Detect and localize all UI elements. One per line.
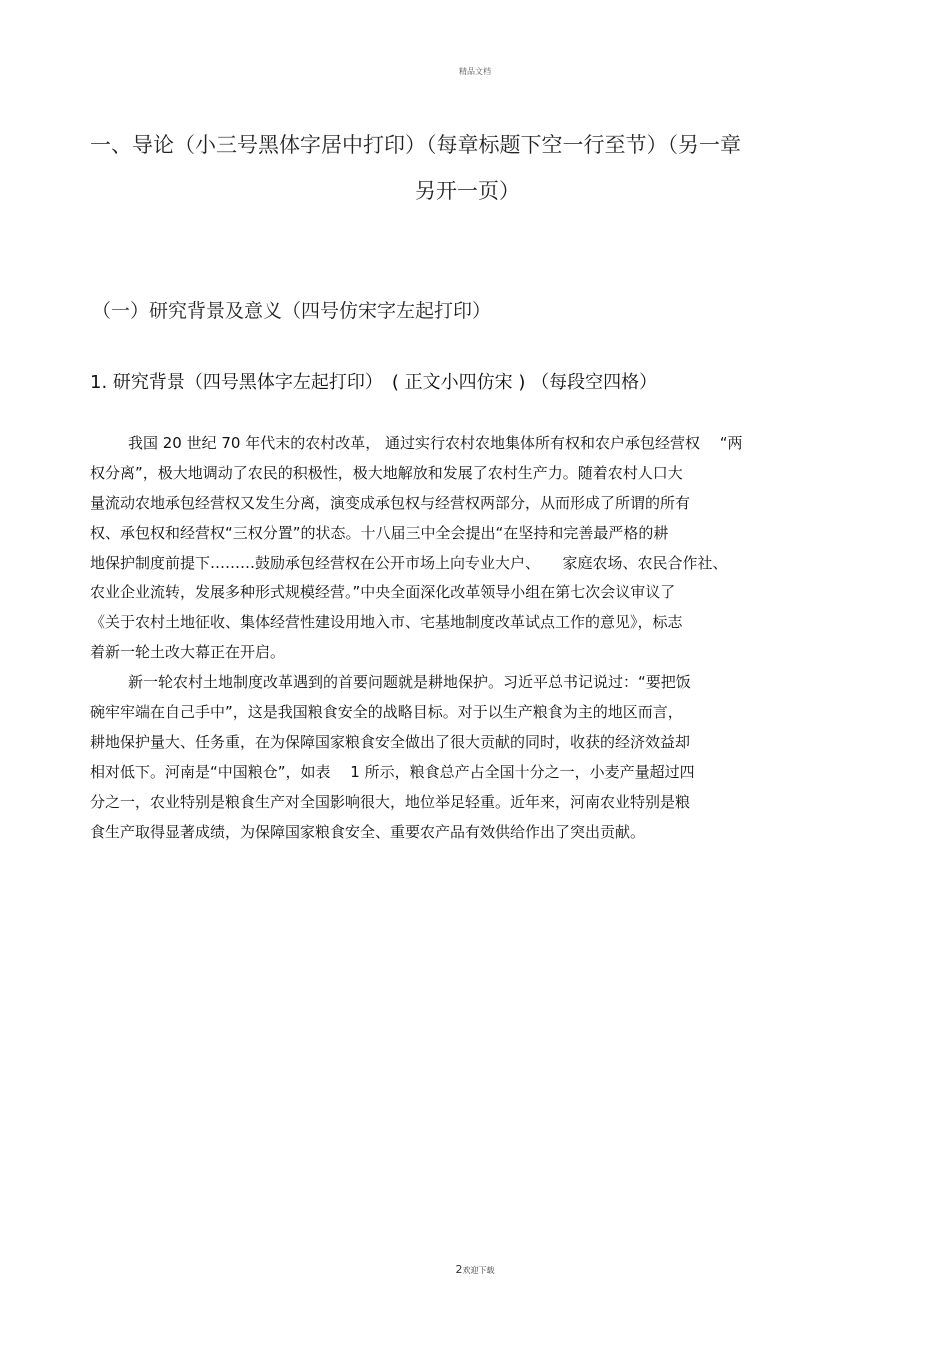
footer-note: 欢迎下载 <box>462 1266 495 1275</box>
paragraph-2-line: 食生产取得显著成绩，为保障国家粮食安全、重要农产品有效供给作出了突出贡献。 <box>90 822 646 841</box>
paragraph-1-line: 农业企业流转，发展多种形式规模经营。”中央全面深化改革领导小组在第七次会议审议了 <box>90 583 676 602</box>
chapter-title <box>90 122 860 214</box>
paragraph-1-line: 权分离”，极大地调动了农民的积极性，极大地解放和发展了农村生产力。随着农村人口大 <box>90 463 683 482</box>
page-footer <box>0 1263 950 1276</box>
paragraph-2-line: 分之一，农业特别是粮食生产对全国影响很大，地位举足轻重。近年来，河南农业特别是粮 <box>90 792 691 811</box>
paragraph-2-line: 相对低下。河南是“中国粮仓”，如表 1 所示，粮食总产占全国十分之一，小麦产量超过四 <box>90 762 695 781</box>
chapter-title-line-1: 一、导论（小三号黑体字居中打印）（每章标题下空一行至节）（另一章 <box>90 133 741 157</box>
paragraph-1-line: 着新一轮土改大幕正在开启。 <box>90 643 286 662</box>
paragraph-1-line: 量流动农地承包经营权又发生分离，演变成承包权与经营权两部分，从而形成了所谓的所有 <box>90 493 691 512</box>
paragraph-2-line: 碗牢牢端在自己手中”，这是我国粮食安全的战略目标。对于以生产粮食为主的地区而言， <box>90 703 683 722</box>
paragraph-1-line: 我国 20 世纪 70 年代末的农村改革， 通过实行农村农地集体所有权和农户承包经营权 “两 <box>128 434 743 452</box>
chapter-title-line-2: 另开一页） <box>415 179 520 203</box>
subsection-title: 1. 研究背景（四号黑体字左起打印） ( 正文小四仿宋 ) （每段空四格） <box>90 372 658 393</box>
page-number: 2 <box>455 1263 463 1276</box>
body-text <box>90 429 860 847</box>
paragraph-1-line: 地保护制度前提下………鼓励承包经营权在公开市场上向专业大户、 家庭农场、农民合作社、 <box>90 553 728 572</box>
paragraph-1-line: 《关于农村土地征收、集体经营性建设用地入市、宅基地制度改革试点工作的意见》，标志 <box>90 613 683 632</box>
paragraph-2-line: 新一轮农村土地制度改革遇到的首要问题就是耕地保护。习近平总书记说过：“要把饭 <box>128 673 691 692</box>
header-note: 精品文档 <box>459 67 491 76</box>
paragraph-1-line: 权、承包权和经营权“三权分置”的状态。十八届三中全会提出“在坚持和完善最严格的耕 <box>90 523 669 542</box>
section-title: （一）研究背景及意义（四号仿宋字左起打印） <box>92 300 492 322</box>
paragraph-2-line: 耕地保护量大、任务重，在为保障国家粮食安全做出了很大贡献的同时，收获的经济效益却 <box>90 732 691 751</box>
